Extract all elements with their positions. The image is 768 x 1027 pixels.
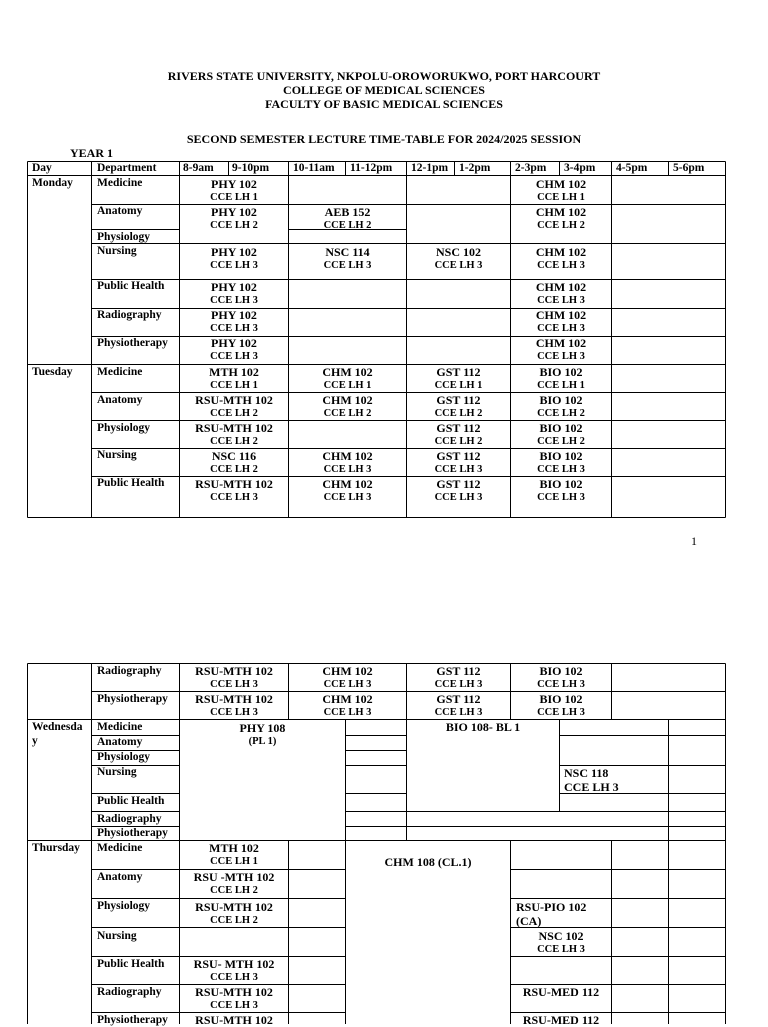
session-cell: [511, 421, 611, 449]
course-code: CHM 102: [322, 664, 373, 678]
session-cell: [180, 870, 288, 898]
room-label: CCE LH 2: [210, 915, 258, 926]
course-code: PHY 102: [211, 336, 257, 350]
room-label: CCE LH 2: [434, 436, 483, 447]
column-header-time: 1-2pm: [459, 162, 491, 174]
session-cell: [180, 841, 288, 869]
department-label: Physiotherapy: [97, 337, 168, 349]
session-cell: [511, 929, 611, 957]
course-code-line2: (CA): [516, 914, 542, 928]
session-cell: [289, 477, 406, 505]
room-label: CCE LH 3: [210, 323, 258, 334]
department-label: Radiography: [97, 309, 162, 321]
session-cell: [289, 393, 406, 421]
session-cell: [407, 393, 510, 421]
course-code: CHM 102: [535, 205, 587, 219]
course-code: NSC 114: [325, 245, 370, 259]
course-code: NSC 102: [538, 929, 584, 943]
course-code: CHM 102: [535, 336, 587, 350]
session-cell: [180, 365, 288, 393]
session-cell: [180, 449, 288, 477]
university-name: RIVERS STATE UNIVERSITY, NKPOLU-OROWORUKWO, PORT HARCOURT: [167, 69, 601, 83]
course-code: CHM 102: [535, 177, 587, 191]
course-code: PHY 102: [211, 308, 257, 322]
room-label: CCE LH 3: [434, 492, 483, 503]
course-code: RSU-MTH 102: [195, 692, 273, 706]
course-code: NSC 116: [211, 449, 257, 463]
department-label: Medicine: [97, 721, 143, 733]
room-label: CCE LH 3: [537, 260, 585, 271]
column-header-department: Department: [97, 162, 157, 174]
session-cell: [511, 280, 611, 308]
room-label: CCE LH 3: [210, 260, 258, 271]
course-code: BIO 102: [539, 365, 583, 379]
session-cell: [516, 900, 611, 928]
session-cell: [180, 280, 288, 308]
department-label: Anatomy: [97, 394, 143, 406]
session-cell: [180, 692, 288, 720]
session-cell: [511, 664, 611, 692]
department-label: Public Health: [97, 958, 165, 970]
department-label: Anatomy: [97, 871, 143, 883]
session-cell: [289, 664, 406, 692]
department-label: Physiology: [97, 751, 151, 763]
column-header-time: 10-11am: [293, 162, 335, 174]
room-label: CCE LH 3: [210, 492, 258, 503]
session-cell: [180, 336, 288, 364]
course-code: PHY 102: [211, 280, 257, 294]
department-label: Anatomy: [97, 736, 143, 748]
session-cell: [511, 336, 611, 364]
course-code: GST 112: [436, 449, 481, 463]
session-cell: [511, 308, 611, 336]
session-cell: [180, 985, 288, 1013]
column-header-time: 12-1pm: [411, 162, 449, 174]
session-cell: [511, 449, 611, 477]
room-label: CCE LH 3: [434, 464, 483, 475]
course-code: RSU-PIO 102: [516, 900, 587, 914]
course-code: RSU-MED 112: [522, 985, 600, 999]
course-code: NSC 118: [564, 766, 609, 780]
course-code: RSU -MTH 102: [193, 870, 275, 884]
session-cell: [511, 245, 611, 273]
room-label: CCE LH 3: [210, 679, 258, 690]
room-label: CCE LH 2: [210, 408, 258, 419]
course-code: RSU-MTH 102: [195, 985, 273, 999]
course-code: PHY 102: [211, 245, 257, 259]
course-code: RSU-MTH 102: [195, 664, 273, 678]
course-code: CHM 102: [322, 393, 373, 407]
column-header-time: 11-12pm: [350, 162, 393, 174]
room-label: CCE LH 2: [434, 408, 483, 419]
room-label: CCE LH 3: [537, 295, 585, 306]
session-cell: [511, 477, 611, 505]
session-cell: [180, 957, 288, 985]
day-label: Wednesda: [32, 721, 83, 733]
session-cell: [180, 245, 288, 273]
page-number: 1: [691, 534, 697, 548]
course-code-line2: CCE LH 3: [564, 780, 619, 794]
day-label: Monday: [32, 177, 73, 189]
session-cell: [346, 855, 510, 869]
session-cell: [289, 692, 406, 720]
session-cell: [180, 205, 288, 233]
course-code: RSU- MTH 102: [193, 957, 275, 971]
department-label: Physiology: [97, 900, 151, 912]
college-name: COLLEGE OF MEDICAL SCIENCES: [283, 83, 485, 97]
department-label: Radiography: [97, 813, 162, 825]
room-label: CCE LH 2: [323, 220, 372, 231]
room-label: CCE LH 2: [210, 220, 258, 231]
session-cell: [511, 1013, 611, 1027]
room-label: CCE LH 2: [537, 408, 585, 419]
course-code: CHM 102: [535, 308, 587, 322]
course-code: GST 112: [436, 365, 481, 379]
room-label: CCE LH 1: [434, 380, 483, 391]
room-label: CCE LH 3: [323, 707, 372, 718]
room-label: CCE LH 3: [210, 707, 258, 718]
department-label: Physiotherapy: [97, 693, 168, 705]
course-code: RSU-MTH 102: [195, 393, 273, 407]
department-label: Public Health: [97, 477, 165, 489]
room-label: CCE LH 3: [323, 679, 372, 690]
department-label: Anatomy: [97, 205, 143, 217]
room-label: CCE LH 3: [434, 707, 483, 718]
column-header-day: Day: [32, 162, 52, 174]
course-code: CHM 108 (CL.1): [384, 855, 472, 869]
course-code: GST 112: [436, 393, 481, 407]
course-code: GST 112: [436, 421, 481, 435]
day-label: Thursday: [32, 842, 80, 854]
room-label: CCE LH 3: [537, 707, 585, 718]
session-cell: [511, 365, 611, 393]
session-cell: [407, 449, 510, 477]
session-cell: [407, 421, 510, 449]
room-label: CCE LH 3: [537, 944, 585, 955]
department-label: Nursing: [97, 449, 137, 461]
department-label: Physiotherapy: [97, 1014, 168, 1026]
session-cell: [511, 177, 611, 205]
room-label: CCE LH 1: [537, 380, 585, 391]
room-label: CCE LH 2: [210, 436, 258, 447]
room-label: CCE LH 1: [323, 380, 372, 391]
course-code: PHY 102: [211, 177, 257, 191]
course-code: CHM 102: [535, 280, 587, 294]
room-label: CCE LH 2: [323, 408, 372, 419]
department-label: Public Health: [97, 795, 165, 807]
session-cell: [511, 393, 611, 421]
course-code: CHM 102: [322, 692, 373, 706]
faculty-name: FACULTY OF BASIC MEDICAL SCIENCES: [265, 97, 503, 111]
session-cell: [407, 664, 510, 692]
course-code: BIO 102: [539, 449, 583, 463]
room-label: CCE LH 3: [434, 679, 483, 690]
department-label: Medicine: [97, 842, 143, 854]
room-label: CCE LH 3: [323, 492, 372, 503]
session-cell: [407, 692, 510, 720]
room-label: CCE LH 3: [537, 351, 585, 362]
room-label: CCE LH 3: [537, 323, 585, 334]
course-code: BIO 108- BL 1: [445, 720, 521, 734]
session-cell: [289, 205, 406, 233]
department-label: Nursing: [97, 245, 137, 257]
department-label: Physiology: [97, 231, 151, 243]
course-code: BIO 102: [539, 664, 583, 678]
session-cell: [180, 393, 288, 421]
column-header-time: 9-10pm: [232, 162, 270, 174]
department-label: Medicine: [97, 366, 143, 378]
day-label: y: [32, 735, 38, 747]
room-label: CCE LH 3: [323, 464, 372, 475]
column-header-time: 3-4pm: [564, 162, 596, 174]
room-label: CCE LH 1: [210, 192, 258, 203]
session-cell: [180, 900, 288, 928]
session-cell: [180, 177, 288, 205]
course-code: RSU-MTH 102: [195, 477, 273, 491]
course-code: RSU-MTH 102: [195, 900, 273, 914]
course-code: CHM 102: [322, 365, 373, 379]
course-code: BIO 102: [539, 393, 583, 407]
department-label: Radiography: [97, 986, 162, 998]
session-cell: [180, 477, 288, 505]
department-label: Medicine: [97, 177, 143, 189]
department-label: Nursing: [97, 930, 137, 942]
room-label: CCE LH 1: [537, 192, 585, 203]
course-code: MTH 102: [209, 841, 259, 855]
session-cell: [564, 766, 664, 794]
session-cell: [289, 365, 406, 393]
timetable-title: SECOND SEMESTER LECTURE TIME-TABLE FOR 2024/2025 SESSION: [186, 132, 582, 146]
course-code: GST 112: [436, 664, 481, 678]
session-cell: [407, 365, 510, 393]
room-label: CCE LH 3: [323, 260, 372, 271]
session-cell: [180, 721, 345, 749]
course-code: BIO 102: [539, 421, 583, 435]
course-code: GST 112: [436, 477, 481, 491]
department-label: Physiology: [97, 422, 151, 434]
course-code: GST 112: [436, 692, 481, 706]
session-cell: [289, 245, 406, 273]
room-label: CCE LH 2: [537, 220, 585, 231]
course-code: BIO 102: [539, 477, 583, 491]
column-header-time: 2-3pm: [515, 162, 547, 174]
department-label: Public Health: [97, 280, 165, 292]
room-label: (PL 1): [248, 736, 277, 747]
course-code: CHM 102: [535, 245, 587, 259]
session-cell: [511, 205, 611, 233]
course-code: CHM 102: [322, 477, 373, 491]
session-cell: [180, 1013, 288, 1027]
course-code: NSC 102: [435, 245, 481, 259]
room-label: CCE LH 3: [434, 260, 483, 271]
course-code: MTH 102: [209, 365, 259, 379]
room-label: CCE LH 2: [210, 464, 258, 475]
course-code: PHY 108: [239, 721, 286, 735]
column-header-time: 8-9am: [183, 162, 214, 174]
room-label: CCE LH 3: [537, 492, 585, 503]
session-cell: [407, 477, 510, 505]
course-code: RSU-MED 112: [522, 1013, 600, 1027]
session-cell: [180, 664, 288, 692]
room-label: CCE LH 3: [210, 351, 258, 362]
year-label: YEAR 1: [70, 146, 114, 160]
department-label: Physiotherapy: [97, 827, 168, 839]
column-header-time: 4-5pm: [616, 162, 648, 174]
course-code: RSU-MTH 102: [195, 1013, 273, 1027]
session-cell: [511, 985, 611, 999]
room-label: CCE LH 3: [537, 464, 585, 475]
room-label: CCE LH 3: [210, 1000, 258, 1011]
room-label: CCE LH 2: [210, 885, 258, 896]
department-label: Radiography: [97, 665, 162, 677]
department-label: Nursing: [97, 766, 137, 778]
course-code: RSU-MTH 102: [195, 421, 273, 435]
course-code: BIO 102: [539, 692, 583, 706]
session-cell: [180, 308, 288, 336]
room-label: CCE LH 1: [210, 380, 258, 391]
course-code: AEB 152: [324, 205, 371, 219]
session-cell: [289, 449, 406, 477]
column-header-time: 5-6pm: [673, 162, 705, 174]
session-cell: [407, 245, 510, 273]
session-cell: [511, 692, 611, 720]
session-cell: [407, 720, 559, 734]
session-cell: [180, 421, 288, 449]
day-label: Tuesday: [32, 366, 73, 378]
course-code: PHY 102: [211, 205, 257, 219]
room-label: CCE LH 3: [210, 972, 258, 983]
room-label: CCE LH 1: [210, 856, 258, 867]
room-label: CCE LH 3: [537, 679, 585, 690]
course-code: CHM 102: [322, 449, 373, 463]
room-label: CCE LH 3: [210, 295, 258, 306]
room-label: CCE LH 2: [537, 436, 585, 447]
